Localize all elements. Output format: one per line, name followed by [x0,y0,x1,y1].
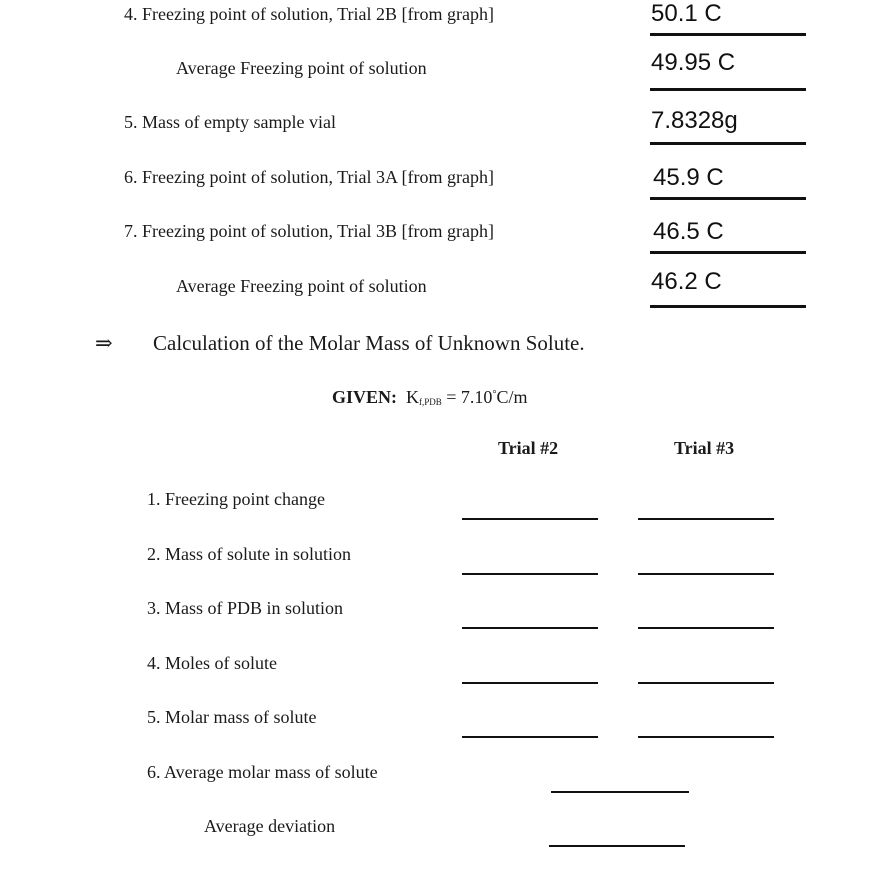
answer-line-2b [650,33,806,36]
blank-line-trial3-freezing-change [638,518,774,520]
given-value: = 7.10 [441,387,493,407]
blank-line-trial3-molar-mass [638,736,774,738]
blank-line-trial3-moles [638,682,774,684]
blank-line-average-deviation [549,845,685,847]
answer-line-3b [650,251,806,254]
calc-item-molar-mass: 5. Molar mass of solute [147,707,317,727]
degree-symbol: ° [492,389,497,400]
answer-freezing-point-3b: 46.5 C [653,218,724,245]
item-mass-empty-vial-label: 5. Mass of empty sample vial [124,112,336,132]
blank-line-trial3-mass-solute [638,573,774,575]
answer-average-freezing-point-3: 46.2 C [651,268,722,295]
answer-mass-empty-vial: 7.8328g [651,107,738,134]
section-title: Calculation of the Molar Mass of Unknown Solute. [153,331,585,355]
answer-line-average-3 [650,305,806,308]
blank-line-trial3-mass-pdb [638,627,774,629]
answer-line-average-2 [650,88,806,91]
item-freezing-point-3a-label: 6. Freezing point of solution, Trial 3A [from graph] [124,167,494,187]
blank-line-trial2-mass-solute [462,573,598,575]
given-unit: C/m [496,387,528,407]
item-average-freezing-point-3-label: Average Freezing point of solution [176,276,427,296]
calc-item-freezing-point-change: 1. Freezing point change [147,489,325,509]
answer-average-freezing-point-2: 49.95 C [651,49,736,76]
calc-item-mass-solute: 2. Mass of solute in solution [147,544,352,564]
column-header-trial-2: Trial #2 [498,438,559,458]
calc-item-mass-pdb: 3. Mass of PDB in solution [147,598,344,618]
answer-line-3a [650,197,806,200]
blank-line-trial2-freezing-change [462,518,598,520]
blank-line-trial2-molar-mass [462,736,598,738]
item-average-freezing-point-2-label: Average Freezing point of solution [176,58,427,78]
given-subscript: f,PDB [419,397,442,407]
calc-item-average-molar-mass: 6. Average molar mass of solute [147,762,378,782]
blank-line-trial2-mass-pdb [462,627,598,629]
section-arrow-icon: ⇒ [95,331,113,355]
calc-item-average-deviation: Average deviation [204,816,336,836]
given-k: K [406,387,420,407]
blank-line-average-molar-mass [551,791,689,793]
blank-line-trial2-moles [462,682,598,684]
item-freezing-point-2b-label: 4. Freezing point of solution, Trial 2B [from graph] [124,4,494,24]
column-header-trial-3: Trial #3 [674,438,735,458]
answer-freezing-point-2b: 50.1 C [651,0,722,27]
answer-line-mass-vial [650,142,806,145]
calc-item-moles-solute: 4. Moles of solute [147,653,277,673]
given-constant [332,387,527,408]
given-label: GIVEN: [332,387,398,407]
item-freezing-point-3b-label: 7. Freezing point of solution, Trial 3B [from graph] [124,221,494,241]
answer-freezing-point-3a: 45.9 C [653,164,724,191]
